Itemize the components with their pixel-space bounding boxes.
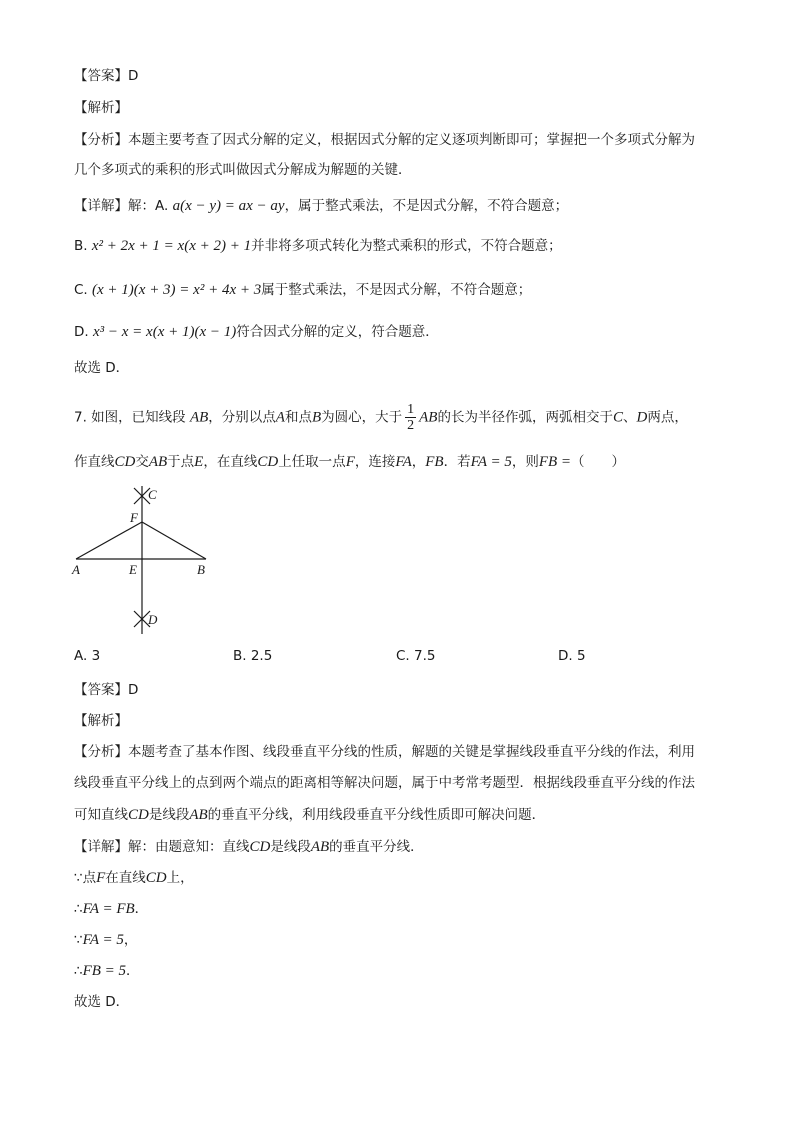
therefore-symbol: ∴: [74, 901, 83, 917]
math-ab: AB: [148, 454, 168, 470]
math-cd: CD: [257, 454, 279, 470]
q7-step1: [74, 868, 194, 888]
math-e: E: [194, 454, 204, 470]
q7-fenxi-line3: [74, 805, 545, 825]
q7-step-text: ，: [123, 932, 138, 948]
q7-stem-line2: [74, 452, 625, 472]
q6-d-expression: x³ − x = x(x + 1)(x − 1): [92, 324, 237, 340]
q7-fenxi-line2: 线段垂直平分线上的点到两个端点的距离相等解决问题，属于中考常考题型．根据线段垂直平分线的作法: [74, 775, 695, 791]
math-a: A: [275, 409, 285, 426]
math-fa: FA: [395, 454, 412, 470]
option-c: C. 7.5: [396, 648, 436, 664]
q7-step3: [74, 930, 137, 950]
math-ab: AB: [189, 409, 209, 426]
q7-analysis-head: 【解析】: [74, 713, 128, 729]
segment-fa: [76, 522, 142, 559]
math-f: F: [345, 454, 355, 470]
q6-b-label: B.: [74, 238, 88, 254]
math-cd: CD: [128, 807, 149, 823]
q7-stem-text: ，则: [511, 454, 539, 470]
math-f: F: [96, 870, 106, 886]
fraction-denominator: 2: [407, 418, 415, 433]
option-a: A. 3: [74, 648, 101, 664]
q7-fenxi-text: 是线段: [148, 807, 190, 823]
q7-stem-text: ，连接: [354, 454, 396, 470]
q7-detail-text: 的垂直平分线．: [329, 839, 424, 855]
q7-stem-text: 于点: [167, 454, 195, 470]
math-fa-eq-5: FA = 5: [82, 932, 124, 948]
option-d: D. 5: [558, 648, 586, 664]
q7-step-text: 上，: [166, 870, 194, 886]
math-fb: FB: [425, 454, 444, 470]
q7-answer: 【答案】D: [74, 682, 139, 698]
q6-c-expression: (x + 1)(x + 3) = x² + 4x + 3: [92, 282, 262, 298]
math-ab: AB: [310, 839, 330, 855]
q7-detail-text: 【详解】解：由题意知：直线: [74, 839, 250, 855]
q6-answer: 【答案】D: [74, 68, 139, 84]
label-e: E: [129, 562, 137, 577]
math-fa-eq-fb: FA = FB: [82, 901, 135, 917]
q7-fenxi-line1: 【分析】本题考查了基本作图、线段垂直平分线的性质，解题的关键是掌握线段垂直平分线的作法，利用: [74, 744, 695, 760]
fraction-one-half: [405, 402, 416, 433]
q7-stem-text: ．若: [443, 454, 471, 470]
q7-stem-text: 上任取一点: [278, 454, 346, 470]
q6-detail-a: [74, 196, 568, 216]
q7-fenxi-text: 可知直线: [74, 807, 128, 823]
segment-fb: [142, 522, 206, 559]
q6-detail-c: [74, 280, 531, 300]
q7-stem-text: 、: [622, 409, 637, 426]
label-b: B: [197, 562, 205, 577]
math-ab: AB: [419, 409, 438, 426]
q7-step-text: ．: [126, 963, 140, 979]
label-a: A: [72, 562, 80, 577]
answer-blank: （ ）: [571, 454, 626, 470]
math-fb-eq: FB =: [538, 454, 572, 470]
q7-figure: [68, 482, 218, 640]
math-cd: CD: [145, 870, 167, 886]
q6-a-note: ，属于整式乘法，不是因式分解，不符合题意；: [284, 198, 569, 214]
math-fb-eq-5: FB = 5: [82, 963, 127, 979]
q6-b-note: 并非将多项式转化为整式乘积的形式，不符合题意；: [251, 238, 562, 254]
q7-stem-text: 两点，: [647, 409, 688, 426]
q6-detail-d: [74, 322, 439, 342]
math-fa-eq-5: FA = 5: [470, 454, 512, 470]
math-cd: CD: [249, 839, 271, 855]
q7-stem-text: 7. 如图，已知线段: [74, 409, 186, 426]
q6-b-expression: x² + 2x + 1 = x(x + 2) + 1: [91, 238, 252, 254]
q6-analysis-head: 【解析】: [74, 100, 128, 116]
q7-step-text: ．: [134, 901, 149, 917]
math-b: B: [311, 409, 322, 426]
q6-fenxi-line2: 几个多项式的乘积的形式叫做因式分解成为解题的关键．: [74, 162, 412, 178]
math-d: D: [636, 409, 648, 426]
q7-stem-text: 交: [135, 454, 149, 470]
q6-c-note: 属于整式乘法，不是因式分解，不符合题意；: [261, 282, 532, 298]
option-b: B. 2.5: [233, 648, 273, 664]
fraction-numerator: 1: [407, 402, 415, 417]
q7-detail-line: [74, 837, 424, 857]
label-f: F: [130, 510, 138, 525]
q7-step-text: ∵点: [74, 870, 97, 886]
q7-conclusion: 故选 D．: [74, 994, 130, 1010]
q7-step4: [74, 961, 140, 981]
q7-stem-text: 为圆心，大于: [321, 409, 403, 426]
because-symbol: ∵: [74, 932, 83, 948]
label-d: D: [148, 612, 158, 627]
q7-stem-text: 的长为半径作弧，两弧相交于: [437, 409, 613, 426]
q7-fenxi-text: 的垂直平分线，利用线段垂直平分线性质即可解决问题．: [207, 807, 546, 823]
q7-stem-line1: [74, 402, 688, 433]
q6-fenxi-line1: 【分析】本题主要考查了因式分解的定义，根据因式分解的定义逐项判断即可；掌握把一个多项式分解为: [74, 132, 695, 148]
q6-d-label: D.: [74, 324, 89, 340]
q6-d-note: 符合因式分解的定义，符合题意．: [236, 324, 439, 340]
q7-stem-text: ，分别以点: [208, 409, 276, 426]
math-cd: CD: [114, 454, 136, 470]
q7-stem-text: ，: [411, 454, 426, 470]
q6-detail-prefix: 【详解】解：A.: [74, 198, 169, 214]
q6-a-expression: a(x − y) = ax − ay: [172, 198, 285, 214]
therefore-symbol: ∴: [74, 963, 83, 979]
q6-c-label: C.: [74, 282, 88, 298]
q7-step2: [74, 899, 148, 919]
math-ab: AB: [189, 807, 208, 823]
q7-detail-text: 是线段: [270, 839, 311, 855]
q7-stem-text: 作直线: [74, 454, 115, 470]
q7-stem-text: ，在直线: [203, 454, 258, 470]
math-c: C: [612, 409, 623, 426]
q6-conclusion: 故选 D．: [74, 360, 130, 376]
q7-stem-text: 和点: [284, 409, 312, 426]
q7-step-text: 在直线: [105, 870, 146, 886]
label-c: C: [148, 487, 157, 502]
q6-detail-b: [74, 236, 562, 256]
